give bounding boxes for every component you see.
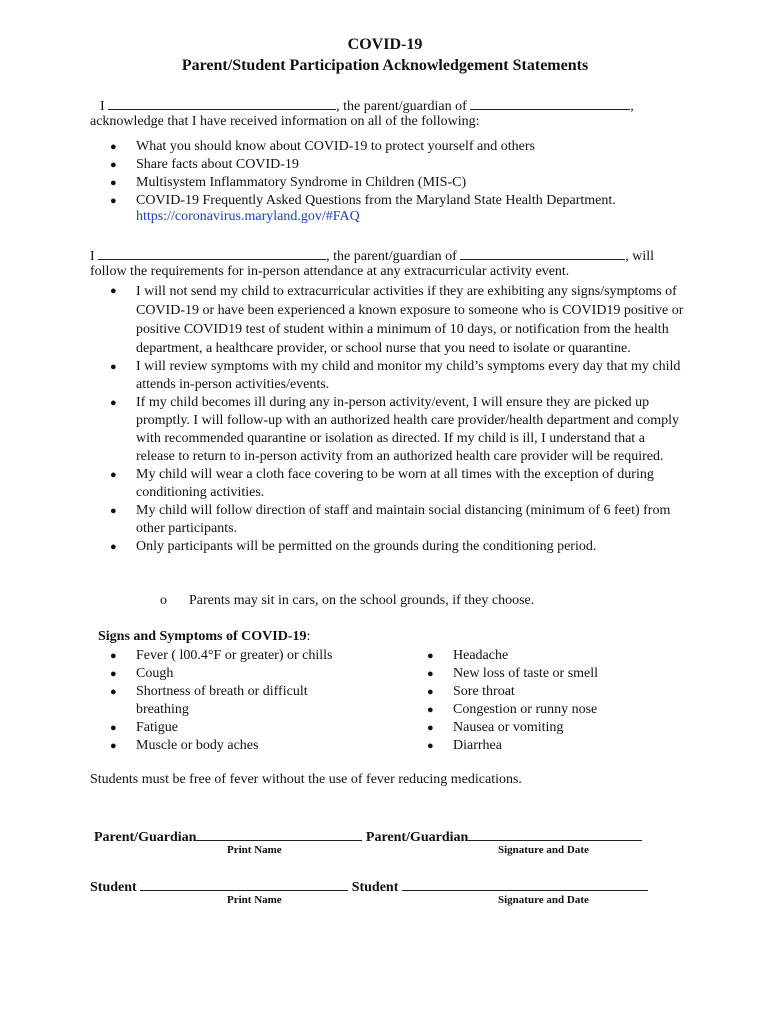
list-item: ● What you should know about COVID-19 to protect yourself and others xyxy=(136,138,616,156)
symptoms-heading xyxy=(98,629,310,645)
ack2-will: , will xyxy=(625,249,655,264)
ack1-i: I xyxy=(100,99,105,114)
list-item: ● Shortness of breath or difficult breathing xyxy=(136,683,341,719)
list-item: ● My child will follow direction of staff and maintain social distancing (minimum of 6 feet) from other participants. xyxy=(136,502,684,538)
symptoms-heading-text: Signs and Symptoms of COVID-19 xyxy=(98,629,307,644)
student-label-2: Student xyxy=(351,880,399,895)
ack2-i: I xyxy=(90,249,95,264)
sub-list-marker: o xyxy=(160,593,167,608)
student-signature-caption: Signature and Date xyxy=(498,894,589,906)
list-item: ● Fatigue xyxy=(136,719,341,737)
ack1-parent-of: , the parent/guardian of xyxy=(336,99,467,114)
ack1-comma: , xyxy=(630,99,634,114)
ack2-parent-of: , the parent/guardian of xyxy=(326,249,457,264)
student-print-name-field[interactable] xyxy=(140,876,348,891)
fever-note: Students must be free of fever without the use of fever reducing medications. xyxy=(90,772,522,787)
ack2-child-field[interactable] xyxy=(460,245,625,260)
list-item: ● I will review symptoms with my child and monitor my child’s symptoms every day that my child attends in-person activities/events. xyxy=(136,358,684,394)
list-item: ● Multisystem Inflammatory Syndrome in Children (MIS-C) xyxy=(136,174,616,192)
list-item: ● Fever ( l00.4°F or greater) or chills xyxy=(136,647,341,665)
ack2-list xyxy=(136,282,684,556)
ack1-line1 xyxy=(100,95,634,115)
student-sign-row xyxy=(90,876,648,896)
list-item: ● Congestion or runny nose xyxy=(453,701,653,719)
list-item: ● New loss of taste or smell xyxy=(453,665,653,683)
sub-list-item: Parents may sit in cars, on the school grounds, if they choose. xyxy=(189,593,535,608)
symptoms-right-list xyxy=(453,647,653,755)
ack1-name-field[interactable] xyxy=(108,95,336,110)
symptoms-left-list xyxy=(136,647,341,755)
list-item: ● Muscle or body aches xyxy=(136,737,341,755)
ack2-name-field[interactable] xyxy=(98,245,326,260)
parent-print-name-field[interactable] xyxy=(196,826,362,841)
document-subtitle: Parent/Student Participation Acknowledgement Statements xyxy=(181,57,589,74)
list-item: ● Sore throat xyxy=(453,683,653,701)
symptoms-colon: : xyxy=(306,629,311,644)
ack2-line1 xyxy=(90,245,654,265)
list-item: ● My child will wear a cloth face covering to be worn at all times with the exception of during conditioning activities. xyxy=(136,466,684,502)
parent-label-2: Parent/Guardian xyxy=(365,830,469,845)
parent-print-name-caption: Print Name xyxy=(227,844,282,856)
student-print-name-caption: Print Name xyxy=(227,894,282,906)
student-signature-field[interactable] xyxy=(402,876,648,891)
list-item: ● I will not send my child to extracurricular activities if they are exhibiting any signs/symptoms of COVID-19 or have been experienced a known exposure to someone who is COVID19 positive or positive COVID19 test of student within a minimum of 10 days, or notification from the health department, a healthcare provider, or school nurse that you need to isolate or quarantine. xyxy=(136,282,684,358)
ack2-line2: follow the requirements for in-person attendance at any extracurricular activity event. xyxy=(90,264,570,279)
parent-label-1: Parent/Guardian xyxy=(94,830,197,845)
list-item: ● If my child becomes ill during any in-person activity/event, I will ensure they are picked up promptly. I will follow-up with an authorized health care provider/health department and comply with recommended quarantine or isolation as directed. If my child is ill, I understand that a release to return to in-person activity from an authorized health care provider will be required. xyxy=(136,394,684,466)
parent-signature-field[interactable] xyxy=(468,826,642,841)
list-item: ● Nausea or vomiting xyxy=(453,719,653,737)
student-label-1: Student xyxy=(90,880,137,895)
list-item: ● COVID-19 Frequently Asked Questions from the Maryland State Health Department. xyxy=(136,192,616,210)
parent-sign-row xyxy=(94,826,642,846)
list-item: ● Only participants will be permitted on the grounds during the conditioning period. xyxy=(136,538,684,556)
list-item: ● Headache xyxy=(453,647,653,665)
parent-signature-caption: Signature and Date xyxy=(498,844,589,856)
faq-link[interactable]: https://coronavirus.maryland.gov/#FAQ xyxy=(136,209,360,224)
ack1-child-field[interactable] xyxy=(470,95,630,110)
ack1-line2: acknowledge that I have received information on all of the following: xyxy=(90,114,480,129)
list-item: ● Cough xyxy=(136,665,341,683)
ack1-list xyxy=(136,138,616,210)
list-item: ● Share facts about COVID-19 xyxy=(136,156,616,174)
list-item: ● Diarrhea xyxy=(453,737,653,755)
document-title: COVID-19 xyxy=(347,36,423,53)
